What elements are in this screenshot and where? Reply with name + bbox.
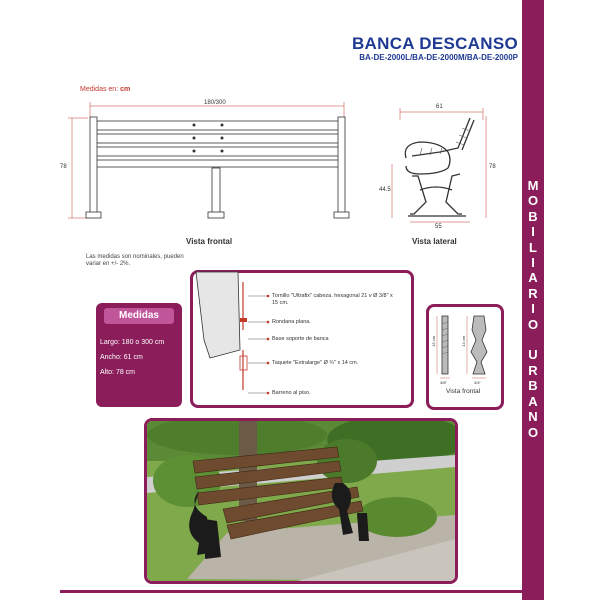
side-caption: Vista lateral xyxy=(412,237,457,246)
strip-letter: M xyxy=(527,178,539,193)
strip-letter: L xyxy=(529,239,537,255)
anchor-caption: Vista frontal xyxy=(446,388,481,395)
strip-letter: B xyxy=(528,378,538,394)
side-top-label: 61 xyxy=(436,104,443,110)
units-value: cm xyxy=(120,86,131,93)
tolerance-note: Las medidas son nominales, pueden variar en +/- 2%. xyxy=(86,254,184,267)
anchor-bottom-left: 3/8" xyxy=(440,380,447,385)
side-seat-label: 44.5 xyxy=(379,187,391,193)
side-base-label: 55 xyxy=(435,224,442,230)
product-codes: BA-DE-2000L/BA-DE-2000M/BA-DE-2000P xyxy=(359,53,518,62)
bench-photo-illustration xyxy=(147,421,455,581)
side-height-label: 78 xyxy=(489,164,496,170)
anchor-dim-left: 15 cm xyxy=(431,335,437,347)
strip-letter: I xyxy=(531,224,535,240)
strip-letter: N xyxy=(528,409,538,425)
front-height-label: 78 xyxy=(60,164,67,170)
install-item: Tornillo "Ultrafix" cabeza. hexagonal 21 v Ø 3/8" x 15 cm. xyxy=(272,293,393,306)
strip-letter: U xyxy=(528,347,538,363)
anchor-bottom-right: 3/4" xyxy=(474,380,481,385)
product-title: BANCA DESCANSO xyxy=(351,34,518,53)
units-prefix: Medidas en: xyxy=(80,86,119,93)
medidas-row: Largo: 180 o 300 cm xyxy=(100,339,165,346)
strip-letter: A xyxy=(528,393,538,409)
strip-letter: R xyxy=(528,362,538,378)
strip-letter: R xyxy=(528,285,538,301)
install-item: Rondana plana. xyxy=(272,319,311,325)
front-width-label: 180/300 xyxy=(204,100,226,106)
install-item: Base soporte de banca xyxy=(272,336,329,342)
strip-letter: O xyxy=(527,316,539,332)
medidas-row: Ancho: 61 cm xyxy=(100,354,143,361)
anchor-dim-right: 14 cm xyxy=(461,335,467,347)
install-item: Barreno al piso. xyxy=(272,390,311,396)
strip-letter: A xyxy=(528,270,538,286)
strip-letter: O xyxy=(527,424,539,440)
strip-letter: I xyxy=(531,301,535,317)
install-item: Taquete "Extralarge" Ø ¾" x 14 cm. xyxy=(272,360,359,366)
strip-letter: O xyxy=(527,193,539,209)
medidas-title: Medidas xyxy=(104,308,174,324)
product-photo xyxy=(144,418,458,584)
front-caption: Vista frontal xyxy=(186,237,233,246)
strip-letter: I xyxy=(531,255,535,271)
strip-letter: B xyxy=(528,208,538,224)
medidas-row: Alto: 78 cm xyxy=(100,369,136,376)
